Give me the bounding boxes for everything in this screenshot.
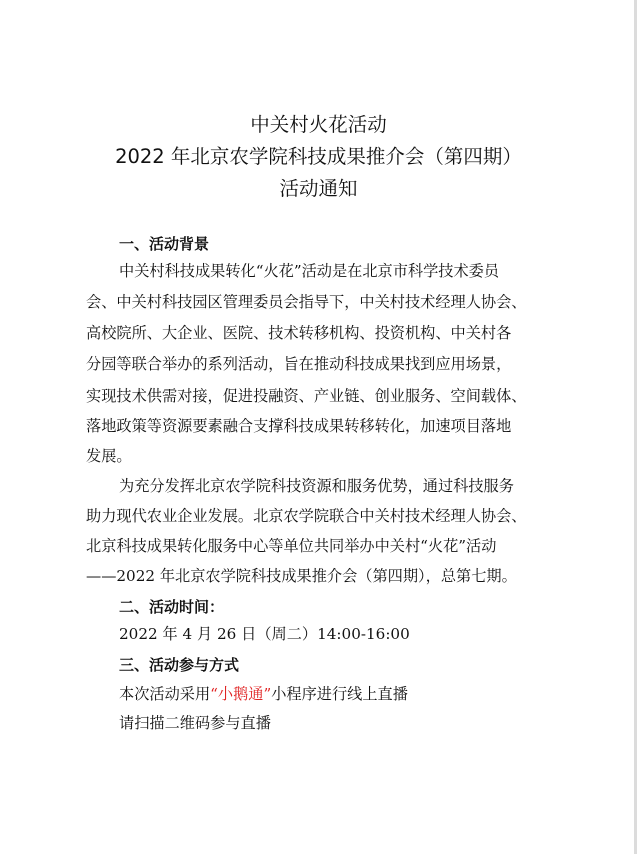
- paragraph-line: 发展。: [86, 447, 132, 465]
- title-line-2: 2022 年北京农学院科技成果推介会（第四期）: [115, 145, 522, 168]
- paragraph-line: 助力现代农业企业发展。北京农学院联合中关村技术经理人协会、: [86, 507, 527, 525]
- paragraph-line: 分园等联合举办的系列活动，旨在推动科技成果找到应用场景，: [86, 355, 512, 373]
- paragraph-line: ——2022 年北京农学院科技成果推介会（第四期），总第七期。: [86, 567, 517, 585]
- title-line-1: 中关村火花活动: [250, 113, 387, 136]
- participation-line: [119, 684, 408, 704]
- section-3-heading: 三、活动参与方式: [119, 656, 240, 674]
- paragraph-line: 实现技术供需对接，促进投融资、产业链、创业服务、空间载体、: [86, 387, 527, 405]
- platform-name-highlight: “小鹅通”: [210, 685, 272, 703]
- participation-prefix: 本次活动采用: [119, 685, 211, 703]
- paragraph-line: 北京科技成果转化服务中心等单位共同举办中关村“火花”活动: [86, 537, 497, 555]
- paragraph-line: 高校院所、大企业、医院、技术转移机构、投资机构、中关村各: [86, 324, 512, 342]
- event-time: 2022 年 4 月 26 日（周二）14:00-16:00: [119, 625, 410, 643]
- section-2-heading: 二、活动时间：: [119, 598, 225, 616]
- participation-suffix: 小程序进行线上直播: [271, 685, 408, 703]
- qr-instruction: 请扫描二维码参与直播: [119, 714, 271, 732]
- paragraph-line: 为充分发挥北京农学院科技资源和服务优势，通过科技服务: [119, 477, 514, 495]
- paragraph-line: 会、中关村科技园区管理委员会指导下，中关村技术经理人协会、: [86, 293, 527, 311]
- section-1-heading: 一、活动背景: [119, 235, 210, 253]
- paragraph-line: 中关村科技成果转化“火花”活动是在北京市科学技术委员: [119, 262, 500, 280]
- title-line-3: 活动通知: [279, 177, 358, 200]
- paragraph-line: 落地政策等资源要素融合支撑科技成果转移转化，加速项目落地: [86, 417, 512, 435]
